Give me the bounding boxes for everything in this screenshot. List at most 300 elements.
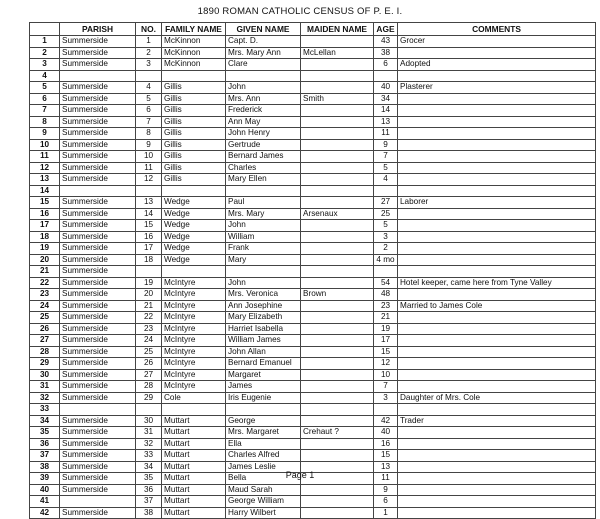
age-cell: 7: [374, 381, 398, 393]
parish-cell: Summerside: [60, 427, 136, 439]
given-name-cell: Mrs. Mary: [226, 208, 301, 220]
maiden-name-cell: [301, 36, 374, 48]
age-cell: 40: [374, 427, 398, 439]
family-name-cell: McKinnon: [162, 59, 226, 71]
comments-cell: [398, 254, 596, 266]
given-name-cell: Paul: [226, 197, 301, 209]
given-name-cell: George: [226, 415, 301, 427]
given-name-cell: Bernard Emanuel: [226, 358, 301, 370]
family-name-cell: Wedge: [162, 197, 226, 209]
parish-cell: Summerside: [60, 162, 136, 174]
header-no: NO.: [136, 23, 162, 36]
table-row: [30, 174, 596, 186]
table-row: [30, 36, 596, 48]
table-row: [30, 335, 596, 347]
row-number: 3: [30, 59, 60, 71]
given-name-cell: Iris Eugenie: [226, 392, 301, 404]
table-row: [30, 266, 596, 278]
family-name-cell: [162, 404, 226, 416]
maiden-name-cell: [301, 185, 374, 197]
no-cell: 29: [136, 392, 162, 404]
family-name-cell: Gillis: [162, 128, 226, 140]
age-cell: 19: [374, 323, 398, 335]
parish-cell: Summerside: [60, 220, 136, 232]
table-row: [30, 312, 596, 324]
comments-cell: [398, 174, 596, 186]
given-name-cell: Mrs. Margaret: [226, 427, 301, 439]
table-row: [30, 392, 596, 404]
comments-cell: [398, 116, 596, 128]
given-name-cell: [226, 185, 301, 197]
comments-cell: [398, 438, 596, 450]
header-parish: PARISH: [60, 23, 136, 36]
age-cell: 42: [374, 415, 398, 427]
age-cell: 23: [374, 300, 398, 312]
age-cell: [374, 404, 398, 416]
no-cell: 1: [136, 36, 162, 48]
no-cell: 3: [136, 59, 162, 71]
given-name-cell: Charles: [226, 162, 301, 174]
age-cell: 48: [374, 289, 398, 301]
comments-cell: [398, 47, 596, 59]
comments-cell: [398, 220, 596, 232]
table-row: [30, 139, 596, 151]
table-row: [30, 254, 596, 266]
age-cell: [374, 185, 398, 197]
no-cell: 7: [136, 116, 162, 128]
table-row: [30, 496, 596, 508]
maiden-name-cell: [301, 381, 374, 393]
given-name-cell: Clare: [226, 59, 301, 71]
table-row: [30, 484, 596, 496]
maiden-name-cell: [301, 151, 374, 163]
maiden-name-cell: [301, 231, 374, 243]
comments-cell: [398, 139, 596, 151]
family-name-cell: Wedge: [162, 208, 226, 220]
table-row: [30, 185, 596, 197]
parish-cell: Summerside: [60, 358, 136, 370]
no-cell: 10: [136, 151, 162, 163]
row-number: 39: [30, 473, 60, 485]
table-row: [30, 59, 596, 71]
no-cell: 33: [136, 450, 162, 462]
table-row: [30, 116, 596, 128]
no-cell: 32: [136, 438, 162, 450]
parish-cell: Summerside: [60, 151, 136, 163]
row-number: 14: [30, 185, 60, 197]
comments-cell: [398, 70, 596, 82]
age-cell: 15: [374, 450, 398, 462]
family-name-cell: McIntyre: [162, 369, 226, 381]
row-number: 18: [30, 231, 60, 243]
table-row: [30, 404, 596, 416]
header-given-name: GIVEN NAME: [226, 23, 301, 36]
row-number: 17: [30, 220, 60, 232]
maiden-name-cell: [301, 162, 374, 174]
family-name-cell: Wedge: [162, 231, 226, 243]
no-cell: 37: [136, 496, 162, 508]
no-cell: 21: [136, 300, 162, 312]
parish-cell: Summerside: [60, 461, 136, 473]
no-cell: 34: [136, 461, 162, 473]
no-cell: [136, 70, 162, 82]
parish-cell: Summerside: [60, 300, 136, 312]
no-cell: 6: [136, 105, 162, 117]
parish-cell: Summerside: [60, 174, 136, 186]
age-cell: 6: [374, 59, 398, 71]
age-cell: 25: [374, 208, 398, 220]
family-name-cell: McIntyre: [162, 300, 226, 312]
row-number: 35: [30, 427, 60, 439]
family-name-cell: McIntyre: [162, 277, 226, 289]
family-name-cell: Gillis: [162, 93, 226, 105]
maiden-name-cell: [301, 116, 374, 128]
no-cell: 36: [136, 484, 162, 496]
given-name-cell: Mary: [226, 254, 301, 266]
given-name-cell: Mary Ellen: [226, 174, 301, 186]
age-cell: [374, 70, 398, 82]
no-cell: 18: [136, 254, 162, 266]
table-row: [30, 220, 596, 232]
family-name-cell: Muttart: [162, 438, 226, 450]
family-name-cell: Muttart: [162, 450, 226, 462]
row-number: 15: [30, 197, 60, 209]
given-name-cell: John Henry: [226, 128, 301, 140]
no-cell: 16: [136, 231, 162, 243]
table-row: [30, 231, 596, 243]
comments-cell: [398, 381, 596, 393]
given-name-cell: Mary Elizabeth: [226, 312, 301, 324]
row-number: 2: [30, 47, 60, 59]
row-number: 11: [30, 151, 60, 163]
header-age: AGE: [374, 23, 398, 36]
parish-cell: Summerside: [60, 59, 136, 71]
no-cell: [136, 266, 162, 278]
maiden-name-cell: [301, 220, 374, 232]
comments-cell: [398, 335, 596, 347]
table-row: [30, 105, 596, 117]
age-cell: 17: [374, 335, 398, 347]
family-name-cell: Muttart: [162, 507, 226, 519]
no-cell: 27: [136, 369, 162, 381]
comments-cell: Laborer: [398, 197, 596, 209]
given-name-cell: [226, 404, 301, 416]
maiden-name-cell: [301, 404, 374, 416]
given-name-cell: Ella: [226, 438, 301, 450]
parish-cell: [60, 185, 136, 197]
no-cell: 35: [136, 473, 162, 485]
comments-cell: [398, 312, 596, 324]
table-row: [30, 415, 596, 427]
row-number: 6: [30, 93, 60, 105]
parish-cell: Summerside: [60, 277, 136, 289]
parish-cell: [60, 70, 136, 82]
table-row: [30, 427, 596, 439]
maiden-name-cell: [301, 243, 374, 255]
no-cell: 5: [136, 93, 162, 105]
family-name-cell: Gillis: [162, 139, 226, 151]
comments-cell: [398, 404, 596, 416]
given-name-cell: Frederick: [226, 105, 301, 117]
row-number: 33: [30, 404, 60, 416]
row-number: 31: [30, 381, 60, 393]
comments-cell: Plasterer: [398, 82, 596, 94]
parish-cell: Summerside: [60, 438, 136, 450]
family-name-cell: Muttart: [162, 473, 226, 485]
maiden-name-cell: [301, 174, 374, 186]
comments-cell: [398, 346, 596, 358]
comments-cell: Trader: [398, 415, 596, 427]
given-name-cell: [226, 266, 301, 278]
comments-cell: [398, 450, 596, 462]
parish-cell: Summerside: [60, 289, 136, 301]
age-cell: 3: [374, 231, 398, 243]
table-row: [30, 450, 596, 462]
row-number: 38: [30, 461, 60, 473]
parish-cell: Summerside: [60, 415, 136, 427]
maiden-name-cell: [301, 197, 374, 209]
comments-cell: [398, 105, 596, 117]
age-cell: 1: [374, 507, 398, 519]
maiden-name-cell: [301, 70, 374, 82]
age-cell: 27: [374, 197, 398, 209]
given-name-cell: William: [226, 231, 301, 243]
age-cell: 16: [374, 438, 398, 450]
family-name-cell: McIntyre: [162, 323, 226, 335]
maiden-name-cell: McLellan: [301, 47, 374, 59]
given-name-cell: Bernard James: [226, 151, 301, 163]
parish-cell: [60, 496, 136, 508]
row-number: 21: [30, 266, 60, 278]
age-cell: [374, 266, 398, 278]
age-cell: 38: [374, 47, 398, 59]
maiden-name-cell: [301, 254, 374, 266]
table-row: [30, 358, 596, 370]
row-number: 4: [30, 70, 60, 82]
family-name-cell: [162, 70, 226, 82]
given-name-cell: Charles Alfred: [226, 450, 301, 462]
family-name-cell: Muttart: [162, 496, 226, 508]
no-cell: 30: [136, 415, 162, 427]
parish-cell: Summerside: [60, 369, 136, 381]
maiden-name-cell: [301, 369, 374, 381]
age-cell: 4 mo: [374, 254, 398, 266]
age-cell: 9: [374, 139, 398, 151]
row-number: 36: [30, 438, 60, 450]
family-name-cell: Wedge: [162, 254, 226, 266]
comments-cell: Daughter of Mrs. Cole: [398, 392, 596, 404]
comments-cell: [398, 507, 596, 519]
age-cell: 3: [374, 392, 398, 404]
parish-cell: Summerside: [60, 266, 136, 278]
family-name-cell: Muttart: [162, 427, 226, 439]
no-cell: 25: [136, 346, 162, 358]
family-name-cell: Cole: [162, 392, 226, 404]
maiden-name-cell: [301, 507, 374, 519]
table-row: [30, 151, 596, 163]
age-cell: 13: [374, 116, 398, 128]
age-cell: 54: [374, 277, 398, 289]
given-name-cell: [226, 70, 301, 82]
family-name-cell: McIntyre: [162, 335, 226, 347]
row-number: 40: [30, 484, 60, 496]
row-number: 12: [30, 162, 60, 174]
comments-cell: [398, 128, 596, 140]
header-row: [30, 23, 596, 36]
header-row-number: [30, 23, 60, 36]
maiden-name-cell: Arsenaux: [301, 208, 374, 220]
table-row: [30, 93, 596, 105]
age-cell: 15: [374, 346, 398, 358]
maiden-name-cell: [301, 496, 374, 508]
parish-cell: Summerside: [60, 392, 136, 404]
maiden-name-cell: [301, 59, 374, 71]
comments-cell: Grocer: [398, 36, 596, 48]
comments-cell: [398, 231, 596, 243]
given-name-cell: John: [226, 277, 301, 289]
comments-cell: [398, 369, 596, 381]
row-number: 37: [30, 450, 60, 462]
row-number: 5: [30, 82, 60, 94]
census-body: [30, 36, 596, 519]
no-cell: 19: [136, 277, 162, 289]
maiden-name-cell: [301, 312, 374, 324]
given-name-cell: John: [226, 82, 301, 94]
parish-cell: Summerside: [60, 484, 136, 496]
maiden-name-cell: [301, 346, 374, 358]
age-cell: 12: [374, 358, 398, 370]
maiden-name-cell: Smith: [301, 93, 374, 105]
maiden-name-cell: Brown: [301, 289, 374, 301]
family-name-cell: [162, 185, 226, 197]
row-number: 42: [30, 507, 60, 519]
maiden-name-cell: [301, 82, 374, 94]
given-name-cell: Ann May: [226, 116, 301, 128]
given-name-cell: Harriet Isabella: [226, 323, 301, 335]
family-name-cell: [162, 266, 226, 278]
table-row: [30, 369, 596, 381]
parish-cell: Summerside: [60, 197, 136, 209]
table-row: [30, 381, 596, 393]
row-number: 8: [30, 116, 60, 128]
family-name-cell: Gillis: [162, 105, 226, 117]
comments-cell: [398, 151, 596, 163]
age-cell: 43: [374, 36, 398, 48]
comments-cell: [398, 162, 596, 174]
table-row: [30, 82, 596, 94]
parish-cell: Summerside: [60, 323, 136, 335]
table-row: [30, 507, 596, 519]
comments-cell: [398, 427, 596, 439]
no-cell: 22: [136, 312, 162, 324]
table-row: [30, 323, 596, 335]
row-number: 13: [30, 174, 60, 186]
comments-cell: Hotel keeper, came here from Tyne Valley: [398, 277, 596, 289]
maiden-name-cell: [301, 277, 374, 289]
table-row: [30, 243, 596, 255]
row-number: 10: [30, 139, 60, 151]
row-number: 19: [30, 243, 60, 255]
census-table: [29, 22, 596, 519]
parish-cell: Summerside: [60, 208, 136, 220]
parish-cell: [60, 404, 136, 416]
given-name-cell: Bella: [226, 473, 301, 485]
table-row: [30, 162, 596, 174]
family-name-cell: Muttart: [162, 484, 226, 496]
given-name-cell: George William: [226, 496, 301, 508]
maiden-name-cell: [301, 438, 374, 450]
no-cell: 9: [136, 139, 162, 151]
family-name-cell: Wedge: [162, 243, 226, 255]
given-name-cell: Mrs. Ann: [226, 93, 301, 105]
parish-cell: Summerside: [60, 47, 136, 59]
no-cell: [136, 404, 162, 416]
parish-cell: Summerside: [60, 243, 136, 255]
age-cell: 9: [374, 484, 398, 496]
comments-cell: [398, 323, 596, 335]
row-number: 22: [30, 277, 60, 289]
no-cell: 14: [136, 208, 162, 220]
parish-cell: Summerside: [60, 82, 136, 94]
age-cell: 4: [374, 174, 398, 186]
parish-cell: Summerside: [60, 116, 136, 128]
age-cell: 40: [374, 82, 398, 94]
family-name-cell: Muttart: [162, 461, 226, 473]
table-row: [30, 289, 596, 301]
age-cell: 10: [374, 369, 398, 381]
age-cell: 21: [374, 312, 398, 324]
comments-cell: [398, 484, 596, 496]
comments-cell: [398, 496, 596, 508]
parish-cell: Summerside: [60, 93, 136, 105]
comments-cell: [398, 185, 596, 197]
comments-cell: Married to James Cole: [398, 300, 596, 312]
family-name-cell: McIntyre: [162, 289, 226, 301]
age-cell: 34: [374, 93, 398, 105]
given-name-cell: Margaret: [226, 369, 301, 381]
family-name-cell: McKinnon: [162, 47, 226, 59]
given-name-cell: William James: [226, 335, 301, 347]
comments-cell: [398, 208, 596, 220]
family-name-cell: McKinnon: [162, 36, 226, 48]
no-cell: [136, 185, 162, 197]
parish-cell: Summerside: [60, 507, 136, 519]
parish-cell: Summerside: [60, 381, 136, 393]
page-title: 1890 ROMAN CATHOLIC CENSUS OF P. E. I.: [197, 6, 403, 17]
row-number: 27: [30, 335, 60, 347]
given-name-cell: James: [226, 381, 301, 393]
comments-cell: Adopted: [398, 59, 596, 71]
no-cell: 28: [136, 381, 162, 393]
no-cell: 23: [136, 323, 162, 335]
no-cell: 38: [136, 507, 162, 519]
age-cell: 6: [374, 496, 398, 508]
family-name-cell: Wedge: [162, 220, 226, 232]
parish-cell: Summerside: [60, 254, 136, 266]
no-cell: 20: [136, 289, 162, 301]
maiden-name-cell: [301, 128, 374, 140]
given-name-cell: Maud Sarah: [226, 484, 301, 496]
parish-cell: Summerside: [60, 473, 136, 485]
age-cell: 2: [374, 243, 398, 255]
header-maiden-name: MAIDEN NAME: [301, 23, 374, 36]
given-name-cell: Harry Wilbert: [226, 507, 301, 519]
family-name-cell: McIntyre: [162, 312, 226, 324]
family-name-cell: Gillis: [162, 82, 226, 94]
no-cell: 8: [136, 128, 162, 140]
no-cell: 31: [136, 427, 162, 439]
row-number: 32: [30, 392, 60, 404]
